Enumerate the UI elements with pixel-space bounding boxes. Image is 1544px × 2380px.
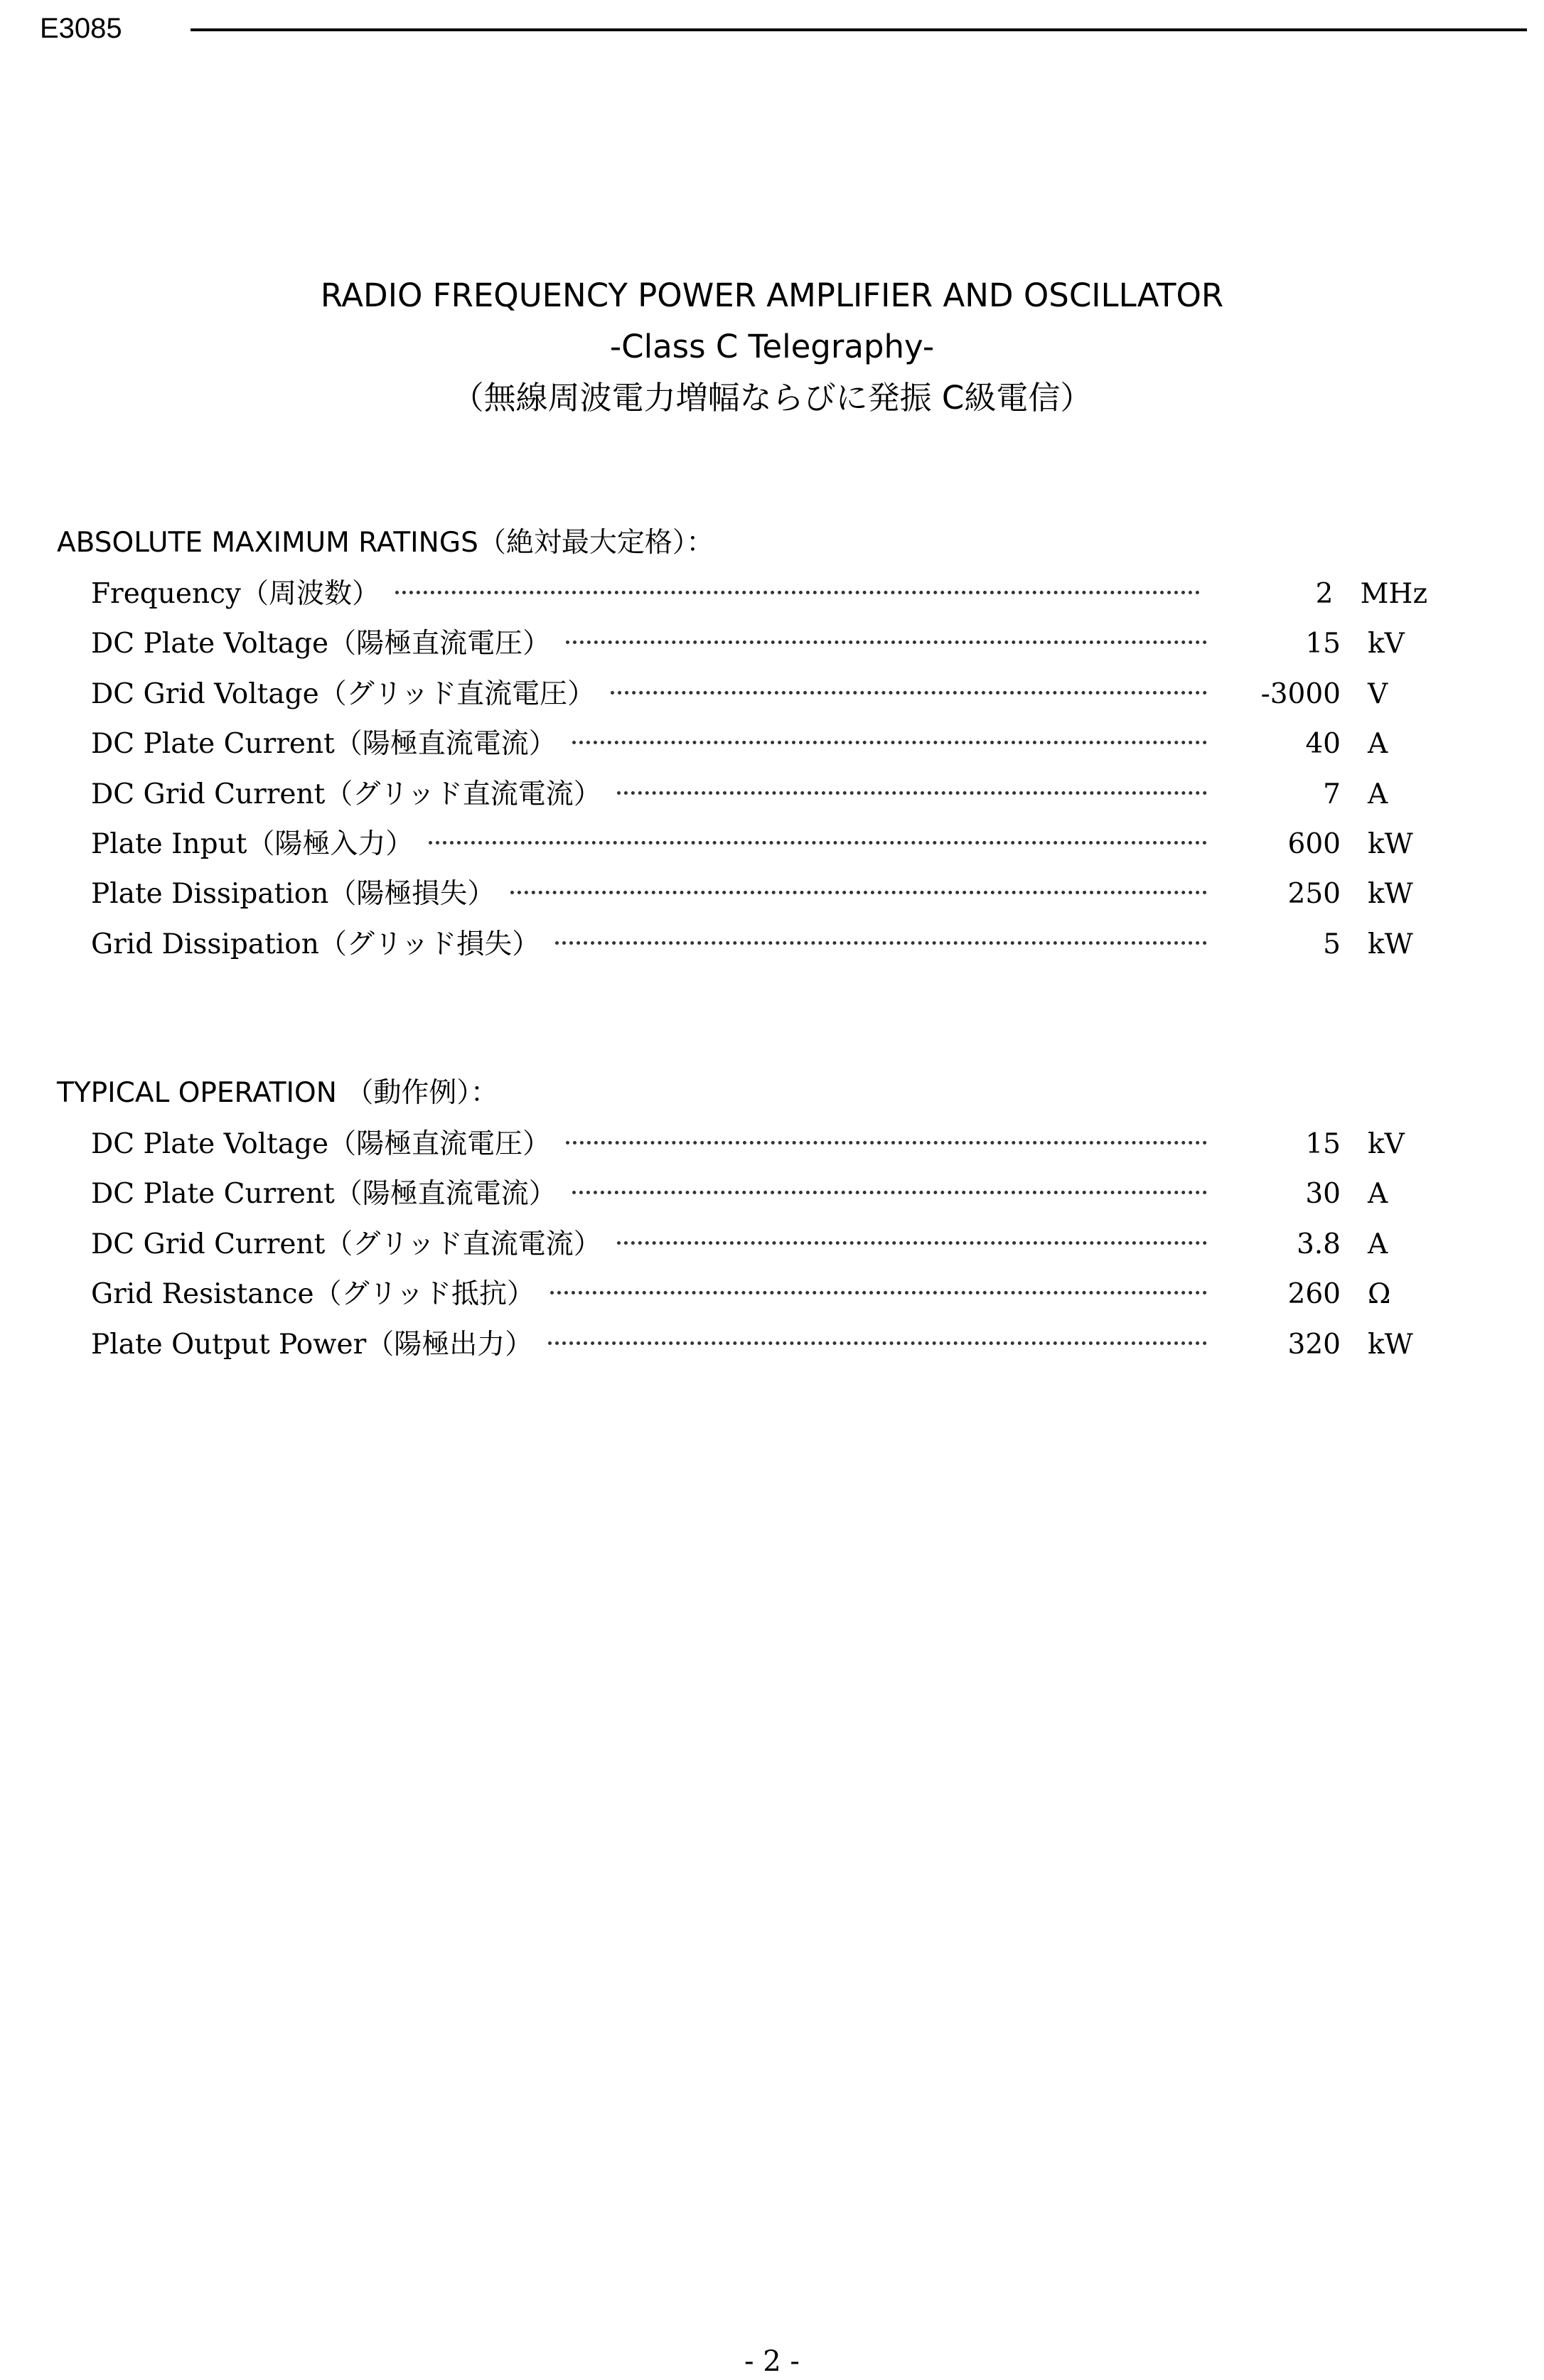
- spec-unit: Ω: [1368, 1278, 1391, 1311]
- leader-dots: [555, 941, 1207, 945]
- spec-unit: V: [1368, 677, 1388, 710]
- spec-row: [91, 872, 1427, 921]
- spec-label: DC Grid Current（グリッド直流電流）: [91, 778, 601, 810]
- spec-row: [91, 1172, 1427, 1221]
- leader-dots: [617, 791, 1207, 795]
- spec-value: 40: [1305, 728, 1341, 761]
- spec-value: 15: [1305, 628, 1341, 660]
- spec-value: -3000: [1260, 677, 1341, 710]
- leader-dots: [566, 640, 1207, 644]
- spec-row: [91, 621, 1427, 671]
- spec-label: Grid Dissipation（グリッド損失）: [91, 928, 540, 960]
- spec-row: [91, 1322, 1427, 1372]
- spec-unit: A: [1368, 1178, 1388, 1211]
- title-line-main: RADIO FREQUENCY POWER AMPLIFIER AND OSCILLATOR: [320, 277, 1224, 314]
- spec-label: Grid Resistance（グリッド抵抗）: [91, 1278, 535, 1311]
- spec-value: 15: [1305, 1128, 1341, 1160]
- document-title: [0, 270, 1544, 424]
- spec-unit: kW: [1368, 1328, 1413, 1361]
- spec-value: 600: [1287, 827, 1341, 860]
- spec-label: DC Plate Voltage（陽極直流電圧）: [91, 1128, 551, 1160]
- absolute-max-list: [91, 572, 1427, 972]
- spec-value: 2: [1315, 578, 1334, 610]
- spec-label: DC Plate Current（陽極直流電流）: [91, 1178, 557, 1211]
- spec-value: 3.8: [1296, 1228, 1341, 1260]
- spec-unit: kW: [1368, 928, 1413, 960]
- title-line-class: -Class C Telegraphy-: [609, 328, 935, 365]
- leader-dots: [429, 841, 1207, 845]
- spec-row: [91, 572, 1427, 621]
- spec-unit: A: [1368, 728, 1388, 761]
- spec-value: 320: [1287, 1328, 1341, 1361]
- spec-label: DC Grid Voltage（グリッド直流電圧）: [91, 677, 596, 710]
- spec-row: [91, 672, 1427, 722]
- header-rule: [191, 28, 1527, 31]
- spec-value: 7: [1323, 778, 1341, 810]
- spec-value: 30: [1305, 1178, 1341, 1211]
- spec-row: [91, 922, 1427, 972]
- spec-unit: kW: [1368, 827, 1413, 860]
- spec-unit: MHz: [1360, 578, 1427, 610]
- spec-unit: kV: [1368, 1128, 1405, 1160]
- spec-label: Plate Dissipation（陽極損失）: [91, 878, 495, 911]
- title-line-japanese: （無線周波電力増幅ならびに発振 C級電信）: [451, 379, 1093, 417]
- typical-operation-list: [91, 1122, 1427, 1372]
- spec-label: Plate Input（陽極入力）: [91, 827, 414, 860]
- spec-label: Plate Output Power（陽極出力）: [91, 1328, 533, 1361]
- spec-label: Frequency（周波数）: [91, 578, 380, 610]
- absolute-max-heading: ABSOLUTE MAXIMUM RATINGS（絶対最大定格）：: [57, 527, 714, 559]
- spec-unit: kV: [1368, 628, 1405, 660]
- leader-dots: [395, 591, 1200, 594]
- spec-row: [91, 1272, 1427, 1322]
- leader-dots: [611, 691, 1207, 695]
- leader-dots: [510, 891, 1207, 894]
- spec-unit: kW: [1368, 878, 1413, 911]
- page-number: - 2 -: [744, 2345, 800, 2378]
- spec-value: 5: [1323, 928, 1341, 960]
- spec-row: [91, 722, 1427, 771]
- spec-value: 260: [1287, 1278, 1341, 1311]
- typical-operation-heading: TYPICAL OPERATION （動作例）：: [57, 1077, 498, 1109]
- spec-label: DC Plate Voltage（陽極直流電圧）: [91, 628, 551, 660]
- spec-row: [91, 1222, 1427, 1272]
- spec-label: DC Plate Current（陽極直流電流）: [91, 728, 557, 761]
- spec-row: [91, 772, 1427, 822]
- spec-unit: A: [1368, 778, 1388, 810]
- spec-value: 250: [1287, 878, 1341, 911]
- spec-row: [91, 1122, 1427, 1172]
- leader-dots: [572, 1191, 1207, 1194]
- leader-dots: [617, 1241, 1207, 1245]
- document-id: E3085: [40, 13, 122, 44]
- leader-dots: [566, 1141, 1207, 1145]
- leader-dots: [572, 741, 1207, 744]
- spec-row: [91, 822, 1427, 872]
- spec-unit: A: [1368, 1228, 1388, 1260]
- leader-dots: [550, 1291, 1207, 1294]
- leader-dots: [548, 1341, 1207, 1345]
- spec-label: DC Grid Current（グリッド直流電流）: [91, 1228, 601, 1260]
